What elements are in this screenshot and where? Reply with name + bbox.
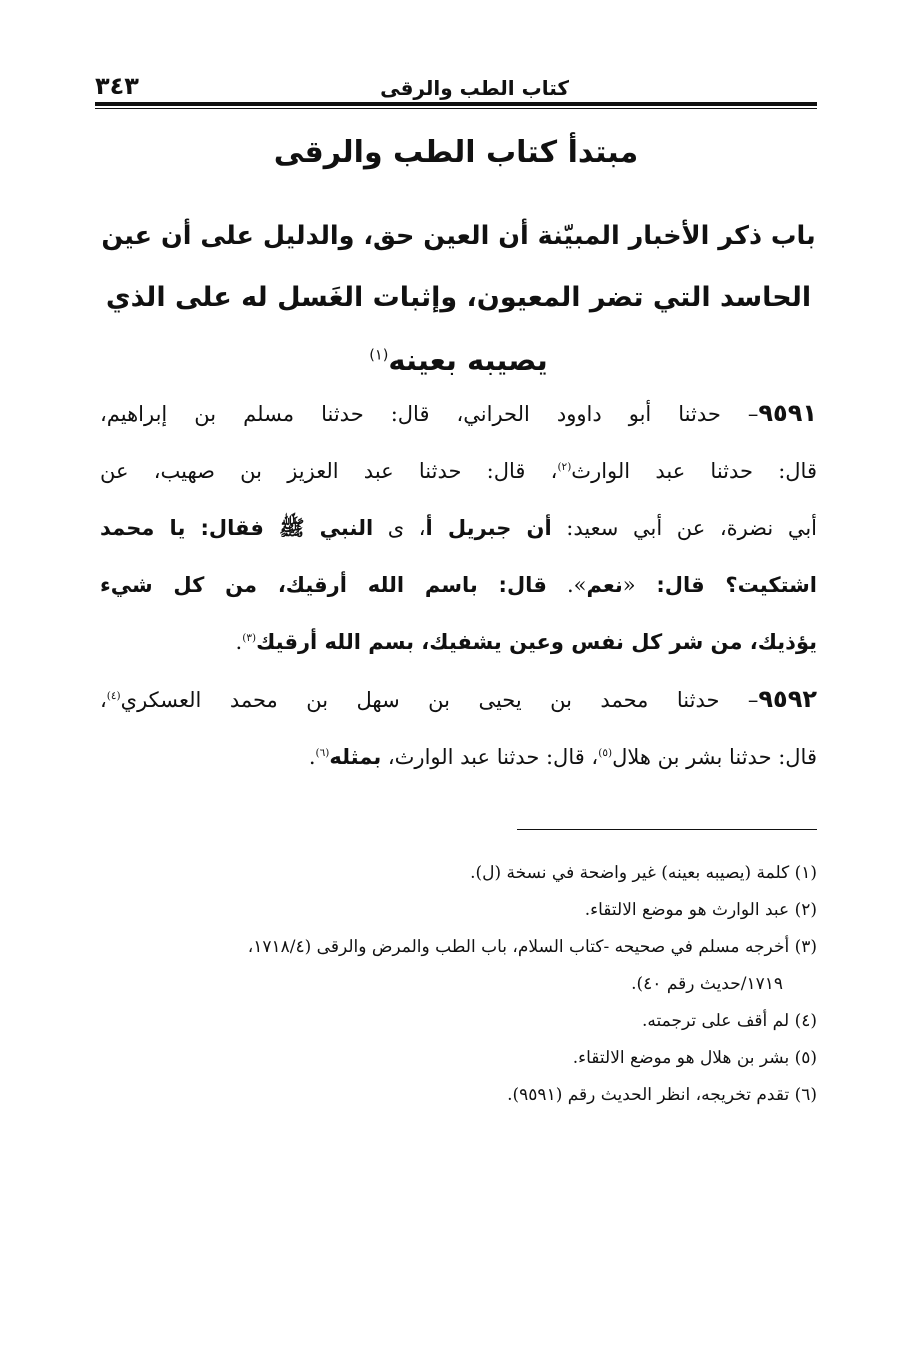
matn-bold: أن جبريل أ: [425, 516, 552, 540]
hadith-text: – حدثنا محمد بن يحيى بن سهل بن محمد العسكري: [120, 688, 759, 712]
hadith-9591-line-4: [100, 557, 817, 614]
footnote-ref-3: (٣): [242, 632, 257, 644]
book-heading: مبتدأ كتاب الطب والرقى: [273, 135, 639, 170]
header-title: كتاب الطب والرقى: [380, 76, 569, 100]
matn-bold: اشتكيت؟ قال:: [635, 573, 818, 597]
footnote-6: (٦) تقدم تخريجه، انظر الحديث رقم (٩٥٩١).: [507, 1085, 817, 1105]
running-header: [95, 66, 817, 100]
footnote-ref-5: (٥): [598, 747, 613, 759]
hadith-9591-line-2: [100, 443, 817, 500]
hadith-text: ، ى: [373, 516, 426, 540]
hadith-9592-line-2: [100, 729, 817, 786]
hadith-text: قال: حدثنا عبد الوارث: [571, 459, 817, 483]
footnote-5: (٥) بشر بن هلال هو موضع الالتقاء.: [572, 1048, 817, 1068]
footnote-ref-1: (١): [369, 347, 389, 364]
hadith-9592-line-1: [100, 671, 817, 729]
matn-bold: يؤذيك، من شر كل نفس وعين يشفيك، بسم الله أرقيك: [256, 630, 817, 654]
footnote-separator: [517, 829, 817, 830]
quote-mark: ».: [546, 573, 587, 597]
chapter-heading-line-3: [100, 329, 817, 391]
chapter-heading-line-3-text: يصيبه بعينه: [388, 343, 548, 377]
hadith-text: .: [235, 630, 243, 654]
hadith-text: – حدثنا أبو داوود الحراني، قال: حدثنا مسلم بن إبراهيم،: [100, 402, 759, 426]
hadith-text: .: [308, 745, 316, 769]
hadith-9591-line-1: [100, 385, 817, 443]
header-rule-thick: [95, 102, 817, 106]
quote-mark: «: [622, 573, 636, 597]
hadith-text: ، قال: حدثنا عبد الوارث،: [381, 745, 599, 769]
matn-bold: نعم: [586, 573, 623, 597]
hadith-text: قال: حدثنا بشر بن هلال: [612, 745, 817, 769]
chapter-heading-line-1: باب ذكر الأخبار المبيّنة أن العين حق، والدليل على أن عين: [101, 221, 816, 251]
footnote-ref-6: (٦): [315, 747, 330, 759]
hadith-body: [100, 385, 817, 786]
footnote-3: (٣) أخرجه مسلم في صحيحه -كتاب السلام، باب الطب والمرض والرقى (١٧١٨/٤،: [247, 937, 817, 957]
footnotes: [80, 855, 817, 1114]
footnote-4: (٤) لم أقف على ترجمته.: [641, 1011, 817, 1031]
matn-bold: قال: باسم الله أرقيك، من كل شيء: [100, 573, 547, 597]
hadith-text: ،: [100, 688, 107, 712]
footnote-1: (١) كلمة (يصيبه بعينه) غير واضحة في نسخة (ل).: [470, 863, 817, 883]
footnote-2: (٢) عبد الوارث هو موضع الالتقاء.: [584, 900, 817, 920]
hadith-number: ٩٥٩٢: [758, 685, 817, 713]
chapter-heading: [100, 205, 817, 391]
footnote-ref-4: (٤): [106, 690, 121, 702]
hadith-9591-line-5: [100, 614, 817, 671]
hadith-9591-line-3: [100, 500, 817, 557]
matn-bold: بمثله: [329, 745, 382, 769]
footnote-3-continuation: ١٧١٩/حديث رقم ٤٠).: [631, 974, 783, 994]
hadith-text: أبي نضرة، عن أبي سعيد:: [551, 516, 817, 540]
chapter-heading-line-2: الحاسد التي تضر المعيون، وإثبات الغَسل له على الذي: [105, 282, 812, 313]
hadith-text: ، قال: حدثنا عبد العزيز بن صهيب، عن: [100, 459, 558, 483]
page-number: ٣٤٣: [95, 72, 139, 100]
footnote-ref-2: (٢): [557, 461, 572, 473]
matn-bold: النبي ﷺ فقال: يا محمد: [100, 516, 374, 540]
header-rule-thin: [95, 108, 817, 109]
hadith-number: ٩٥٩١: [758, 399, 817, 427]
